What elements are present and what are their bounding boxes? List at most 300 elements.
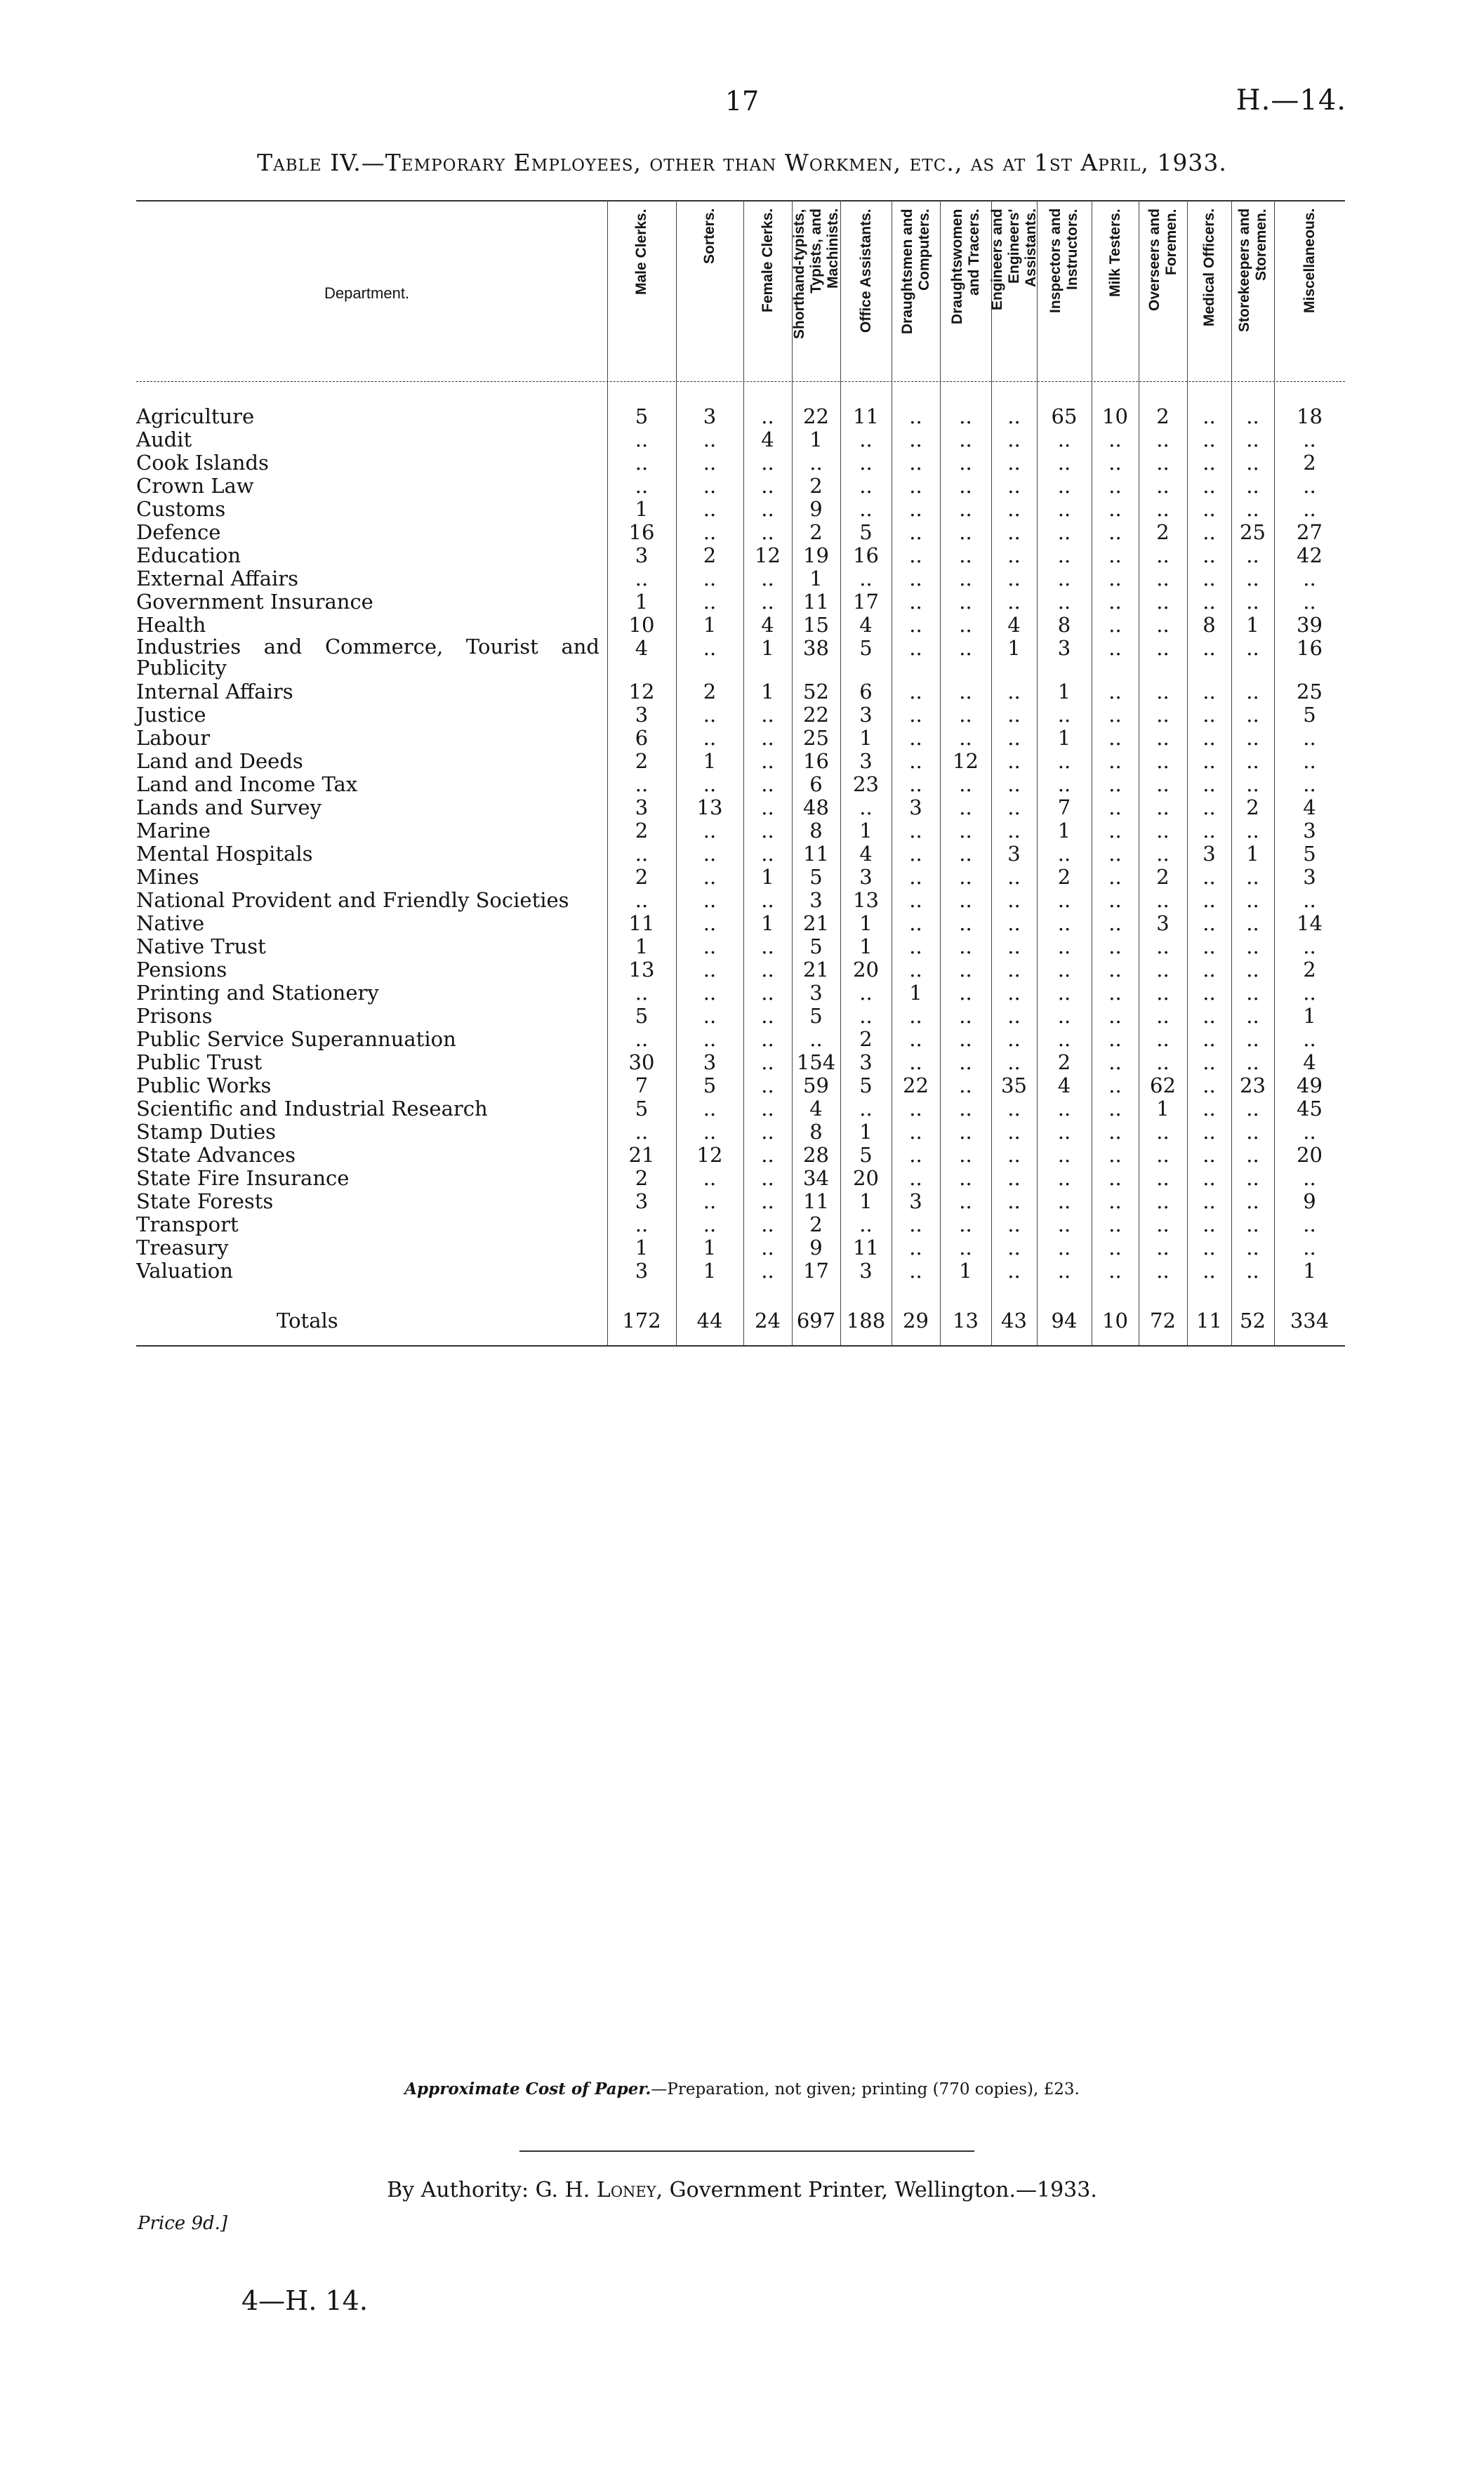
table-cell: ..: [1007, 1236, 1021, 1260]
table-cell: ..: [909, 404, 922, 428]
row-department-label: State Advances: [136, 1143, 296, 1167]
table-cell: 3: [635, 795, 649, 819]
table-cell: ..: [909, 1027, 922, 1051]
table-cell: ..: [1203, 1212, 1216, 1236]
table-cell: 5: [1303, 842, 1316, 866]
table-cell: 4: [809, 1097, 823, 1120]
table-cell: ..: [1007, 567, 1021, 590]
table-cell: ..: [1057, 981, 1071, 1005]
table-cell: ..: [859, 428, 873, 451]
table-cell: ..: [1303, 1027, 1316, 1051]
column-header: Female Clerks.: [759, 209, 776, 313]
table-cell: ..: [1246, 1212, 1259, 1236]
table-cell: ..: [1108, 636, 1122, 660]
table-cell: 7: [1057, 795, 1071, 819]
row-department-label: Agriculture: [136, 404, 255, 428]
table-cell: ..: [959, 1143, 972, 1167]
table-cell: ..: [1108, 981, 1122, 1005]
table-cell: ..: [1007, 543, 1021, 567]
table-cell: ..: [1303, 1120, 1316, 1144]
table-cell: ..: [1203, 1166, 1216, 1190]
table-cell: ..: [1246, 428, 1259, 451]
row-department-label: External Affairs: [136, 567, 299, 590]
row-department-label: Public Trust: [136, 1050, 263, 1074]
table-cell: ..: [761, 1166, 774, 1190]
table-cell: 2: [703, 543, 717, 567]
table-cell: ..: [1203, 1189, 1216, 1213]
total-cell: 13: [953, 1309, 979, 1333]
table-cell: ..: [1156, 474, 1170, 498]
table-cell: 5: [635, 1097, 649, 1120]
table-cell: ..: [1303, 1166, 1316, 1190]
table-cell: ..: [1007, 404, 1021, 428]
table-cell: 7: [635, 1073, 649, 1097]
table-cell: ..: [959, 520, 972, 544]
column-header: Overseers and Foremen.: [1146, 209, 1179, 311]
table-cell: 4: [761, 613, 774, 637]
table-cell: ..: [1203, 590, 1216, 614]
table-cell: 12: [953, 749, 979, 773]
table-cell: ..: [959, 428, 972, 451]
table-cell: ..: [1057, 1027, 1071, 1051]
table-cell: 1: [859, 726, 873, 750]
table-cell: ..: [1156, 497, 1170, 521]
table-cell: ..: [909, 1143, 922, 1167]
table-cell: ..: [959, 543, 972, 567]
table-cell: ..: [1057, 772, 1071, 796]
table-cell: ..: [959, 404, 972, 428]
table-cell: ..: [909, 1120, 922, 1144]
table-cell: ..: [959, 451, 972, 475]
table-cell: 2: [1156, 404, 1170, 428]
table-cell: 1: [1303, 1259, 1316, 1283]
row-department-label: Cook Islands: [136, 451, 269, 475]
table-cell: 22: [803, 404, 829, 428]
table-cell: ..: [909, 842, 922, 866]
table-cell: ..: [1156, 726, 1170, 750]
table-cell: ..: [1007, 497, 1021, 521]
table-cell: ..: [703, 567, 717, 590]
table-cell: ..: [1007, 1143, 1021, 1167]
table-cell: ..: [1246, 1004, 1259, 1028]
table-cell: ..: [1108, 1259, 1122, 1283]
table-cell: 4: [1057, 1073, 1071, 1097]
printer-name: Loney: [596, 2178, 656, 2202]
table-cell: 1: [703, 1236, 717, 1260]
table-cell: ..: [635, 1027, 649, 1051]
table-cell: ..: [761, 1050, 774, 1074]
table-cell: ..: [859, 1097, 873, 1120]
table-cell: ..: [859, 451, 873, 475]
table-cell: ..: [1007, 474, 1021, 498]
table-title: Table IV.—Temporary Employees, other than Workmen, etc., as at 1st April, 1933.: [257, 149, 1227, 176]
table-cell: 3: [859, 1050, 873, 1074]
table-cell: 11: [803, 1189, 829, 1213]
table-cell: ..: [959, 1189, 972, 1213]
table-cell: ..: [959, 613, 972, 637]
table-cell: ..: [959, 1212, 972, 1236]
table-cell: ..: [959, 1097, 972, 1120]
table-cell: ..: [703, 981, 717, 1005]
row-department-label: Printing and Stationery: [136, 981, 379, 1005]
table-cell: ..: [761, 1259, 774, 1283]
table-cell: 1: [1246, 613, 1259, 637]
table-cell: ..: [1203, 888, 1216, 912]
table-cell: ..: [909, 451, 922, 475]
row-department-label: Internal Affairs: [136, 680, 293, 703]
table-cell: ..: [1203, 726, 1216, 750]
table-cell: ..: [859, 795, 873, 819]
table-cell: ..: [1246, 1027, 1259, 1051]
table-cell: ..: [959, 680, 972, 703]
table-cell: ..: [761, 1236, 774, 1260]
column-header: Draughtswomen and Tracers.: [948, 209, 982, 324]
table-cell: ..: [761, 772, 774, 796]
table-cell: ..: [703, 497, 717, 521]
table-cell: 20: [853, 958, 879, 981]
row-department-label: Mines: [136, 865, 199, 889]
table-cell: 1: [959, 1259, 972, 1283]
row-department-label: Marine: [136, 819, 211, 842]
table-cell: ..: [1203, 497, 1216, 521]
table-cell: 28: [803, 1143, 829, 1167]
sheet-mark: 4—H. 14.: [241, 2285, 368, 2316]
table-cell: ..: [1007, 1189, 1021, 1213]
table-cell: 3: [1203, 842, 1216, 866]
table-cell: ..: [1203, 1097, 1216, 1120]
table-cell: ..: [703, 888, 717, 912]
table-cell: 22: [803, 703, 829, 727]
table-cell: ..: [761, 567, 774, 590]
table-cell: ..: [1246, 772, 1259, 796]
table-cell: ..: [1203, 819, 1216, 842]
table-cell: ..: [909, 1236, 922, 1260]
table-cell: ..: [761, 842, 774, 866]
table-cell: 1: [635, 1236, 649, 1260]
table-cell: 2: [635, 819, 649, 842]
table-cell: ..: [1303, 981, 1316, 1005]
table-cell: ..: [1007, 795, 1021, 819]
table-cell: ..: [1156, 1143, 1170, 1167]
table-cell: ..: [1108, 703, 1122, 727]
table-cell: 5: [859, 636, 873, 660]
table-cell: ..: [1007, 520, 1021, 544]
table-cell: 1: [1057, 726, 1071, 750]
table-cell: ..: [1203, 795, 1216, 819]
table-cell: 16: [853, 543, 879, 567]
table-cell: ..: [761, 1004, 774, 1028]
table-cell: ..: [1156, 749, 1170, 773]
table-cell: ..: [1203, 1073, 1216, 1097]
table-cell: ..: [1108, 1073, 1122, 1097]
table-cell: 45: [1297, 1097, 1323, 1120]
table-cell: 39: [1297, 613, 1323, 637]
table-cell: 5: [809, 865, 823, 889]
table-cell: ..: [703, 1004, 717, 1028]
table-cell: ..: [1203, 958, 1216, 981]
total-cell: 29: [903, 1309, 929, 1333]
table-cell: ..: [1246, 911, 1259, 935]
table-cell: 1: [761, 865, 774, 889]
row-department-label: Prisons: [136, 1004, 213, 1028]
table-cell: 9: [1303, 1189, 1316, 1213]
table-cell: ..: [635, 1212, 649, 1236]
table-cell: ..: [909, 888, 922, 912]
table-cell: ..: [1156, 703, 1170, 727]
table-cell: ..: [1057, 703, 1071, 727]
table-cell: ..: [761, 451, 774, 475]
table-cell: 1: [761, 636, 774, 660]
table-cell: 48: [803, 795, 829, 819]
table-cell: 17: [803, 1259, 829, 1283]
table-cell: 4: [1303, 795, 1316, 819]
column-header: Office Assistants.: [857, 209, 874, 333]
table-cell: 20: [1297, 1143, 1323, 1167]
table-cell: ..: [1108, 842, 1122, 866]
table-cell: 15: [803, 613, 829, 637]
total-cell: 94: [1051, 1309, 1078, 1333]
table-cell: ..: [703, 636, 717, 660]
table-cell: 2: [809, 520, 823, 544]
row-department-label: Native: [136, 911, 205, 935]
table-cell: ..: [1156, 543, 1170, 567]
column-header: Draughtsmen and Computers.: [899, 209, 932, 334]
table-cell: 27: [1297, 520, 1323, 544]
row-department-label: Audit: [136, 428, 192, 451]
table-cell: ..: [1108, 772, 1122, 796]
table-cell: 1: [1057, 819, 1071, 842]
table-cell: ..: [1246, 543, 1259, 567]
table-cell: 21: [628, 1143, 655, 1167]
table-cell: ..: [761, 520, 774, 544]
table-cell: ..: [703, 1166, 717, 1190]
table-cell: 5: [635, 1004, 649, 1028]
table-cell: 154: [796, 1050, 836, 1074]
table-cell: ..: [1203, 911, 1216, 935]
row-department-label: National Provident and Friendly Societies: [136, 888, 569, 912]
table-cell: ..: [1203, 1050, 1216, 1074]
table-cell: 1: [859, 934, 873, 958]
table-cell: ..: [1007, 981, 1021, 1005]
table-cell: ..: [1156, 590, 1170, 614]
table-cell: 25: [1297, 680, 1323, 703]
table-cell: 4: [859, 613, 873, 637]
table-cell: 1: [761, 911, 774, 935]
table-cell: ..: [703, 772, 717, 796]
table-cell: ..: [1108, 1212, 1122, 1236]
table-cell: ..: [1057, 934, 1071, 958]
table-cell: 35: [1001, 1073, 1027, 1097]
table-cell: ..: [1007, 934, 1021, 958]
table-cell: 8: [1057, 613, 1071, 637]
table-cell: ..: [1108, 1236, 1122, 1260]
table-cell: ..: [1057, 451, 1071, 475]
table-cell: ..: [1007, 726, 1021, 750]
table-cell: ..: [909, 911, 922, 935]
table-cell: ..: [959, 842, 972, 866]
table-cell: ..: [909, 520, 922, 544]
table-cell: 3: [809, 981, 823, 1005]
table-cell: ..: [1203, 703, 1216, 727]
row-department-label: State Fire Insurance: [136, 1166, 350, 1190]
table-cell: ..: [909, 613, 922, 637]
table-cell: 23: [853, 772, 879, 796]
table-cell: 18: [1297, 404, 1323, 428]
total-cell: 334: [1290, 1309, 1330, 1333]
table-cell: 16: [803, 749, 829, 773]
authority-prefix: By Authority: G. H.: [387, 2178, 590, 2202]
table-cell: ..: [703, 865, 717, 889]
table-cell: 62: [1150, 1073, 1176, 1097]
table-cell: ..: [1203, 865, 1216, 889]
table-cell: 2: [703, 680, 717, 703]
row-department-label: Justice: [136, 703, 206, 727]
table-cell: ..: [1246, 865, 1259, 889]
table-cell: ..: [1246, 590, 1259, 614]
table-cell: ..: [761, 497, 774, 521]
table-cell: ..: [909, 474, 922, 498]
table-cell: 14: [1297, 911, 1323, 935]
total-cell: 72: [1150, 1309, 1176, 1333]
table-cell: ..: [1203, 680, 1216, 703]
table-cell: 3: [635, 1189, 649, 1213]
table-cell: ..: [1246, 819, 1259, 842]
table-top-rule: [136, 200, 1345, 201]
column-header: Inspectors and Instructors.: [1047, 209, 1080, 314]
table-cell: ..: [1246, 1097, 1259, 1120]
row-department-label: State Forests: [136, 1189, 274, 1213]
table-cell: ..: [1108, 428, 1122, 451]
table-cell: ..: [1108, 819, 1122, 842]
table-cell: ..: [1108, 1004, 1122, 1028]
table-cell: ..: [761, 1189, 774, 1213]
column-header: Shorthand-typists, Typists, and Machinists.: [790, 209, 841, 339]
table-cell: ..: [859, 1004, 873, 1028]
table-cell: 10: [628, 613, 655, 637]
table-cell: ..: [909, 1004, 922, 1028]
table-cell: 3: [703, 1050, 717, 1074]
table-cell: ..: [1108, 543, 1122, 567]
table-cell: ..: [1203, 1236, 1216, 1260]
table-cell: ..: [1203, 404, 1216, 428]
table-cell: ..: [1007, 1097, 1021, 1120]
table-cell: ..: [1108, 497, 1122, 521]
table-cell: ..: [1303, 749, 1316, 773]
table-cell: ..: [761, 474, 774, 498]
table-cell: 1: [909, 981, 922, 1005]
table-cell: ..: [1246, 680, 1259, 703]
table-cell: ..: [809, 1027, 823, 1051]
table-cell: ..: [1246, 567, 1259, 590]
document-id: H.—14.: [1235, 84, 1346, 117]
table-cell: 3: [703, 404, 717, 428]
row-department-label: Public Service Superannuation: [136, 1027, 456, 1051]
table-cell: ..: [1246, 703, 1259, 727]
table-cell: ..: [959, 795, 972, 819]
table-cell: ..: [1108, 590, 1122, 614]
table-cell: 5: [859, 1143, 873, 1167]
table-cell: ..: [1203, 1027, 1216, 1051]
table-cell: ..: [1203, 520, 1216, 544]
table-cell: 1: [859, 819, 873, 842]
table-cell: 9: [809, 497, 823, 521]
table-cell: 3: [1303, 865, 1316, 889]
table-cell: ..: [1057, 1166, 1071, 1190]
table-cell: ..: [635, 981, 649, 1005]
table-cell: ..: [1108, 1189, 1122, 1213]
table-cell: ..: [703, 934, 717, 958]
table-cell: ..: [959, 911, 972, 935]
table-cell: ..: [909, 1097, 922, 1120]
table-cell: ..: [1203, 428, 1216, 451]
total-cell: 188: [846, 1309, 886, 1333]
table-cell: ..: [1156, 613, 1170, 637]
cost-text: —Preparation, not given; printing (770 copies), £23.: [651, 2080, 1080, 2098]
table-cell: ..: [1007, 1120, 1021, 1144]
table-cell: ..: [635, 842, 649, 866]
total-cell: 172: [622, 1309, 661, 1333]
table-cell: ..: [1108, 1166, 1122, 1190]
table-cell: ..: [1156, 636, 1170, 660]
table-cell: 4: [1007, 613, 1021, 637]
table-cell: 3: [859, 1259, 873, 1283]
table-cell: ..: [1203, 934, 1216, 958]
table-cell: ..: [1108, 958, 1122, 981]
table-cell: ..: [1203, 636, 1216, 660]
table-cell: ..: [1156, 1189, 1170, 1213]
table-cell: ..: [761, 1120, 774, 1144]
table-cell: ..: [859, 567, 873, 590]
table-cell: 5: [859, 1073, 873, 1097]
row-department-label: Scientific and Industrial Research: [136, 1097, 488, 1120]
table-cell: ..: [909, 1166, 922, 1190]
row-department-label: Industries and Commerce, Tourist and Publicity: [136, 635, 599, 680]
table-cell: 13: [853, 888, 879, 912]
table-cell: ..: [1108, 865, 1122, 889]
table-cell: ..: [959, 474, 972, 498]
table-cell: ..: [1057, 1004, 1071, 1028]
table-cell: ..: [1057, 590, 1071, 614]
table-cell: ..: [1246, 474, 1259, 498]
table-cell: ..: [1303, 1236, 1316, 1260]
total-cell: 697: [796, 1309, 836, 1333]
table-cell: ..: [761, 726, 774, 750]
table-cell: ..: [909, 958, 922, 981]
table-cell: ..: [1108, 1097, 1122, 1120]
table-cell: ..: [959, 636, 972, 660]
cost-footnote: [0, 2080, 1484, 2098]
table-cell: 1: [1007, 636, 1021, 660]
table-cell: ..: [1156, 451, 1170, 475]
table-cell: 1: [809, 428, 823, 451]
table-cell: ..: [1203, 543, 1216, 567]
table-cell: ..: [761, 1097, 774, 1120]
table-cell: 1: [859, 911, 873, 935]
table-cell: ..: [909, 726, 922, 750]
table-cell: ..: [909, 1050, 922, 1074]
table-cell: 1: [635, 934, 649, 958]
table-cell: ..: [959, 981, 972, 1005]
table-cell: ..: [1057, 474, 1071, 498]
table-cell: 3: [1156, 911, 1170, 935]
table-cell: ..: [959, 497, 972, 521]
row-department-label: Valuation: [136, 1259, 233, 1283]
row-department-label: Land and Income Tax: [136, 772, 358, 796]
employees-table: [136, 200, 1345, 1347]
total-cell: 44: [696, 1309, 723, 1333]
table-cell: 25: [803, 726, 829, 750]
table-cell: 1: [859, 1189, 873, 1213]
